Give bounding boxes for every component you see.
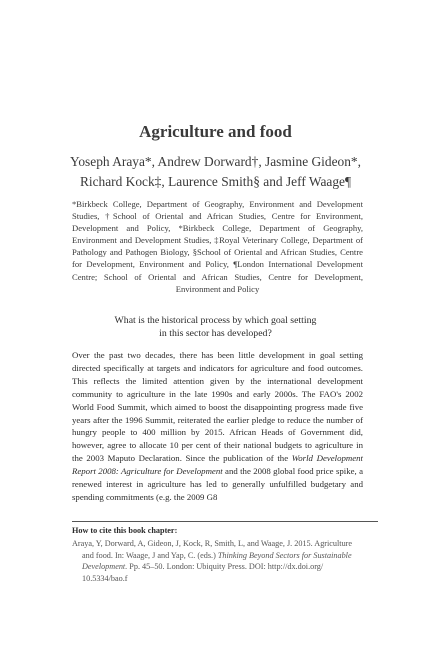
citation-line-2-text: and food. In: Waage, J and Yap, C. (eds.)	[82, 550, 218, 560]
section-question	[0, 314, 431, 340]
citation-doi[interactable]: 10.5334/bao.f	[82, 573, 128, 583]
author-list	[40, 152, 391, 192]
chapter-title: Agriculture and food	[139, 122, 292, 141]
question-line-2: in this sector has developed?	[159, 328, 272, 339]
citation-book-title-end: Development.	[82, 562, 128, 571]
question-line-1: What is the historical process by which goal setting	[114, 315, 317, 326]
citation-line-1: Araya, Y, Dorward, A, Gideon, J, Kock, R, Smith, L, and Waage, J. 2015. Agriculture	[72, 539, 353, 548]
body-report-title: World Development Report 2008: Agriculture for Development	[72, 453, 363, 477]
affiliations: *Birkbeck College, Department of Geography, Environment and Development Studies, †School of Oriental and African Studies, Centre for Environment, Development and Policy, *Birkbeck College, Department of Geography, Environment and Development Studies, ‡Royal Veterinary College, Department of Pathology and Pathogen Biology, §School of Oriental and African Studies, Centre for Development, Environment and Policy, ¶London International Development Centre; School of Oriental and African Studies, Centre for Development, Environment and Policy	[72, 199, 363, 294]
body-paragraph	[72, 349, 363, 502]
citation-heading: How to cite this book chapter:	[72, 526, 178, 535]
citation-book-title: Thinking Beyond Sectors for Sustainable	[217, 550, 352, 560]
citation-block	[72, 538, 372, 584]
body-text-2: and the 2008 global food price spike, a renewed interest in agriculture has led to generally unfulfilled budgetary and spending commitments (e.g. the 2009 G8	[72, 466, 363, 502]
citation-line-3	[72, 561, 372, 573]
authors-line-2: Richard Kock‡, Laurence Smith§ and Jeff Waage¶	[79, 174, 352, 189]
citation-line-3-text: Pp. 45–50. London: Ubiquity Press. DOI: http://dx.doi.org/	[127, 562, 324, 571]
footer-divider	[72, 521, 378, 522]
authors-line-1: Yoseph Araya*, Andrew Dorward†, Jasmine Gideon*,	[70, 154, 361, 169]
body-text-1: Over the past two decades, there has been little development in goal setting directed specifically at targets and indicators for agriculture and food outcomes. This reflects the limited attention given by the international development community to agriculture in the late 1990s and early 2000s. The FAO's 2002 World Food Summit, which aimed to boost the disappointing progress made five years after the 1996 Summit, reiterated the earlier pledge to reduce the number of hungry people to 400 million by 2015. African Heads of Government did, however, agree to allocate 10 per cent of their national budgets to agriculture in the 2003 Maputo Declaration. Since the publication of the	[72, 350, 363, 464]
citation-line-2	[72, 550, 372, 562]
